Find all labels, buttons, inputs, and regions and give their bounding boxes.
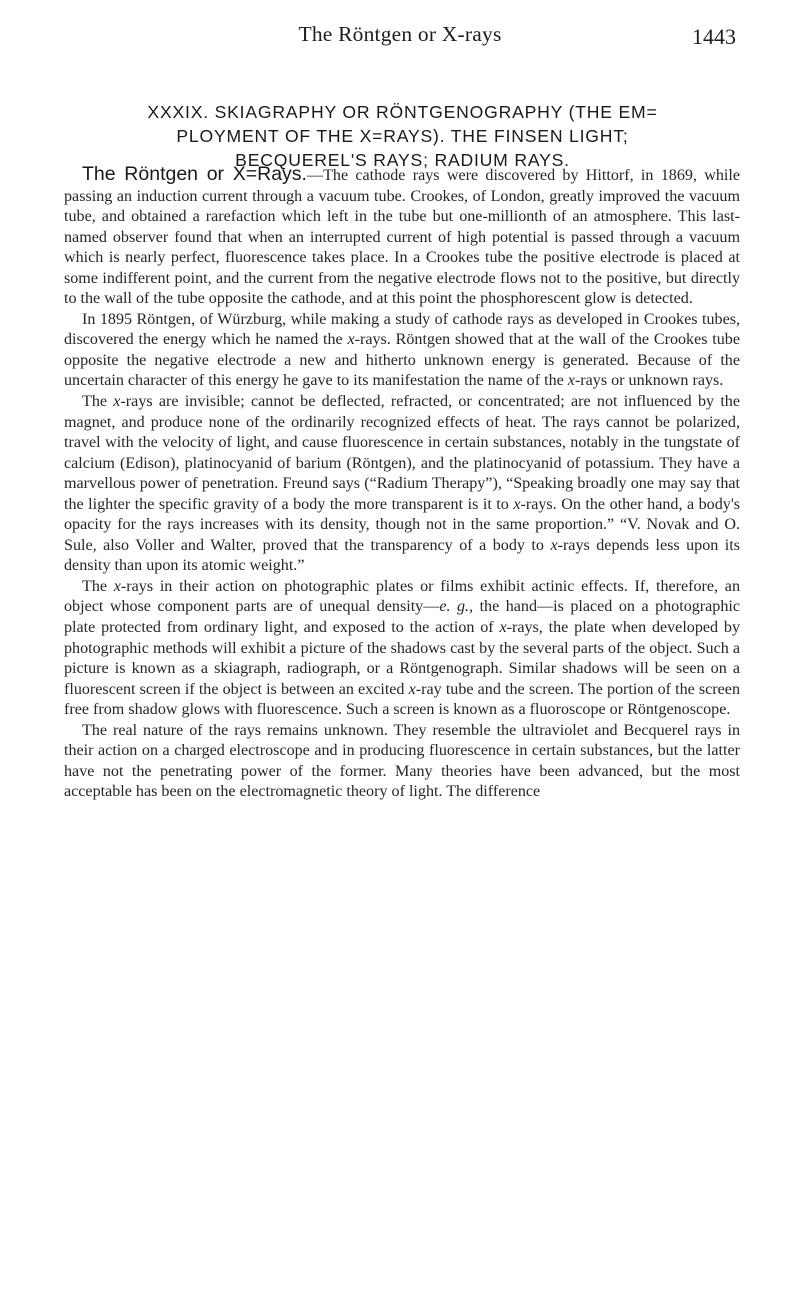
paragraph-text: -rays in their action on photographic plates or films exhibit actinic effects. If, therefore, an object whose component parts are of unequal density— <box>64 577 741 616</box>
running-head <box>0 22 800 50</box>
paragraph-text: -ray tube and the screen. The portion of the screen free from shadow glows with fluorescence. Such a screen is known as a fluoroscope or Röntgenoscope. <box>64 680 740 719</box>
italic-x: x <box>113 393 121 411</box>
paragraph-text: -rays, the plate when developed by photographic methods will exhibit a picture of the shadows cast by the several parts of the object. Such a picture is known as a skiagraph, radiograph, or a Röntgenograph. Similar shadows will be seen on a fluorescent screen if the object is between an excited <box>64 619 741 698</box>
running-title: The Röntgen or X-rays <box>298 22 502 46</box>
paragraph-nature-of-rays <box>64 721 740 803</box>
italic-x: x <box>408 680 416 698</box>
italic-x: x <box>113 577 121 595</box>
italic-x: x <box>499 619 507 637</box>
paragraph-text: The real nature of the rays remains unknown. They resemble the ultraviolet and Becquerel rays in their action on a charged electroscope and in producing fluorescence in certain substances, but the latter have not the penetrating power of the former. Many theories have been advanced, but the most acceptable has been on the electromagnetic theory of light. The difference <box>64 721 740 801</box>
paragraph-cathode-rays <box>64 164 740 310</box>
paragraph-text: -rays. Röntgen showed that at the wall of the Crookes tube opposite the negative electrode a new and hitherto unknown energy is generated. Because of the uncertain character of this energy he gave to its manifestation the name of the <box>64 331 740 390</box>
italic-x: x <box>513 495 521 513</box>
paragraph-text: -rays are invisible; cannot be deflected, refracted, or concentrated; are not influenced by the magnet, and produce none of the ordinarily recognized effects of heat. The rays cannot be polarized, travel with the velocity of light, and cause fluorescence in certain substances, notably in the tungstate of calcium (Edison), platinocyanid of barium (Röntgen), and the platinocyanid of potassium. They have a marvellous power of penetration. Freund says (“Radium Therapy”), “Speaking broadly one may say that the lighter the specific gravity of a body the more transparent is it to <box>64 393 740 513</box>
paragraph-text: -rays or unknown rays. <box>574 372 724 390</box>
italic-x: x <box>550 536 558 554</box>
paragraph-text: -rays depends less upon its density than upon its atomic weight.” <box>64 536 740 575</box>
page-number: 1443 <box>692 24 736 49</box>
paragraph-text: -rays. On the other hand, a body's opacity for the rays increases with its density, though not in the same proportion.” “V. Novak and O. Sule, also Voller and Walter, proved that the transparency of a body to <box>64 495 740 554</box>
italic-x: x <box>567 372 575 390</box>
paragraph-text: The <box>82 393 114 411</box>
paragraph-text: The <box>82 577 114 595</box>
italic-x: x <box>347 331 355 349</box>
section-heading <box>70 100 735 172</box>
paragraph-text: —The cathode rays were discovered by Hittorf, in 1869, while passing an induction current through a vacuum tube. Crookes, of London, greatly improved the vacuum tube, and obtained a rarefaction which left in the tube but one-millionth of an atmosphere. This last-named observer found that when an interrupted current of high potential is passed through a vacuum which is nearly perfect, fluorescence takes place. In a Crookes tube the positive electrode is placed at some indifferent point, and the current from the negative electrode flows not to the positive, but directly to the wall of the tube opposite the cathode, and at this point the phosphorescent glow is detected. <box>64 167 740 308</box>
paragraph-roentgen-discovery <box>64 310 740 392</box>
section-heading-line: XXXIX. SKIAGRAPHY OR RÖNTGENOGRAPHY (THE EM= <box>147 102 658 122</box>
paragraph-lead-heading: The Röntgen or X=Rays. <box>82 163 307 185</box>
section-heading-line: PLOYMENT OF THE X=RAYS). THE FINSEN LIGHT; <box>176 126 629 146</box>
paragraph-text: In 1895 Röntgen, of Würzburg, while making a study of cathode rays as developed in Crookes tubes, discovered the energy which he named the <box>64 310 740 349</box>
paragraph-text: , the hand—is placed on a photographic plate protected from ordinary light, and exposed to the action of <box>64 598 741 637</box>
italic-eg: e. g. <box>439 598 470 616</box>
body-text <box>64 164 740 803</box>
paragraph-ray-properties <box>64 392 740 577</box>
section-heading-line: BECQUEREL'S RAYS; RADIUM RAYS. <box>235 150 570 170</box>
paragraph-photographic-action <box>64 577 740 721</box>
